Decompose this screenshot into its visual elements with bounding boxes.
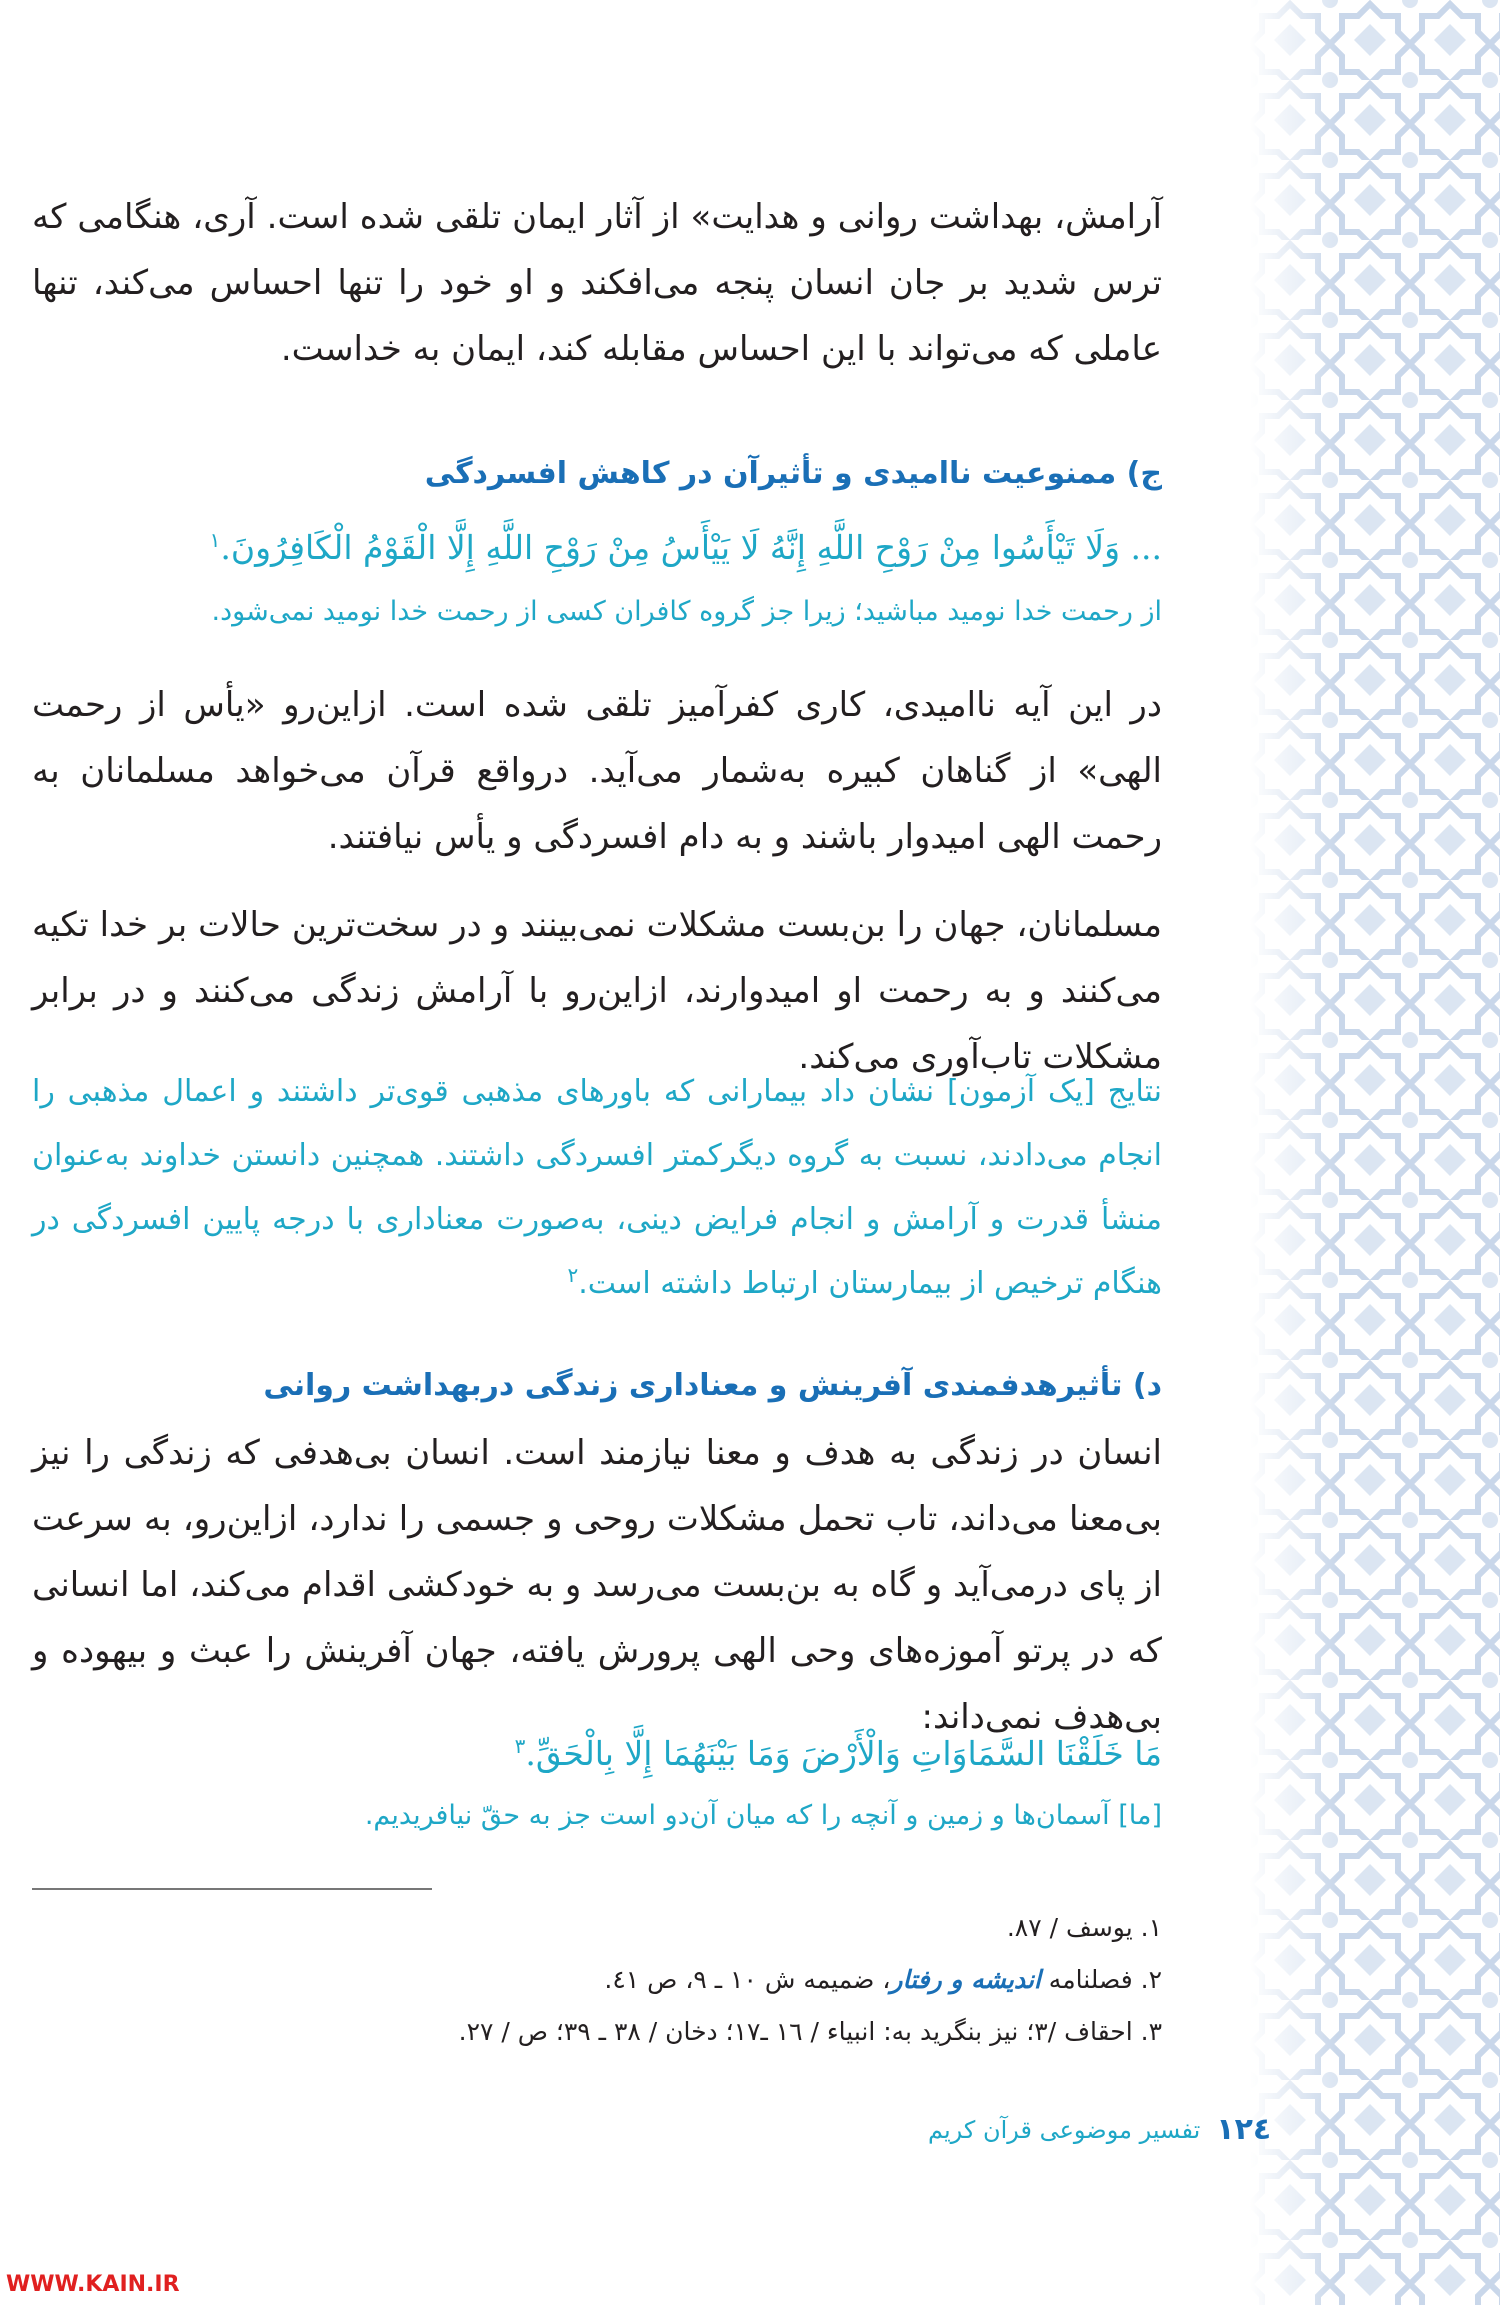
footnote-1: ١. یوسف / ٨٧. <box>1006 1913 1162 1942</box>
paragraph-faith-calm: آرامش، بهداشت روانی و هدایت» از آثار ایمان تلقی شده است. آری، هنگامی که ترس شدید بر جان انسان پنجه می‌افکند و او خود را تنها احساس می‌کند، تنها عاملی که می‌تواند با این احساس مقابله کند، ایمان به خداست. <box>32 197 1162 369</box>
page-number: ١٢٤ <box>1216 2112 1272 2147</box>
research-quote-block <box>32 1060 1162 1316</box>
footnote-2-journal-title: اندیشه و رفتار <box>890 1965 1041 1994</box>
footnote-ref-3: ٣ <box>514 1734 526 1758</box>
section-heading-hopelessness: ج) ممنوعیت ناامیدی و تأثیرآن در کاهش افسردگی <box>424 456 1162 491</box>
section-heading-purpose: د) تأثیرهدفمندی آفرینش و معناداری زندگی دربهداشت روانی <box>263 1368 1162 1403</box>
paragraph-meaning-of-life: انسان در زندگی به هدف و معنا نیازمند است. انسان بی‌هدفی که زندگی را نیز بی‌معنا می‌داند، تاب تحمل مشکلات روحی و جسمی را ندارد، ازاین‌رو، به سرعت از پای درمی‌آید و گاه به بن‌بست می‌رسد و به خودکشی اقدام می‌کند، اما انسانی که در پرتو آموزه‌های وحی الهی پرورش یافته، جهان آفرینش را عبث و بیهوده و بی‌هدف نمی‌داند: <box>32 1433 1162 1737</box>
verse-text: ... وَلَا تَيْأَسُوا مِنْ رَوْحِ اللَّهِ إِنَّهُ لَا يَيْأَسُ مِنْ رَوْحِ اللَّهِ إِلَّا الْقَوْمُ الْكَافِرُونَ. <box>220 528 1162 567</box>
footnote-2-prefix: ٢. فصلنامه <box>1040 1965 1162 1994</box>
footnote-divider <box>32 1888 432 1890</box>
paragraph-muslims-resilience: مسلمانان، جهان را بن‌بست مشکلات نمی‌بینند و در سخت‌ترین حالات بر خدا تکیه می‌کنند و به رحمت او امیدوارند، ازاین‌رو با آرامش زندگی می‌کنند و در برابر مشکلات تاب‌آوری می‌کند. <box>32 905 1162 1077</box>
footnote-2 <box>32 1960 1162 2000</box>
verse-translation-ahqaf: [ما] آسمان‌ها و زمین و آنچه را که میان آن‌دو است جز به حقّ نیافریدیم. <box>364 1800 1162 1831</box>
quran-verse-ahqaf <box>32 1728 1162 1780</box>
footnote-2-suffix: ، ضمیمه ش ١٠ ـ ٩، ص ٤١. <box>604 1965 891 1994</box>
verse-translation-yusuf: از رحمت خدا نومید مباشید؛ زیرا جز گروه کافران کسی از رحمت خدا نومید نمی‌شود. <box>211 596 1162 627</box>
footnote-ref-2: ٢ <box>567 1263 579 1287</box>
quran-verse-yusuf <box>32 522 1162 574</box>
footnote-ref-1: ١ <box>209 528 221 552</box>
verse-text: مَا خَلَقْنَا السَّمَاوَاتِ وَالْأَرْضَ وَمَا بَيْنَهُمَا إِلَّا بِالْحَقِّ. <box>525 1734 1162 1773</box>
quote-text: نتایج [یک آزمون] نشان داد بیمارانی که باورهای مذهبی قوی‌تر داشتند و اعمال مذهبی را انجام می‌دادند، نسبت به گروه دیگرکمتر افسردگی داشتند. همچنین دانستن خداوند به‌عنوان منشأ قدرت و آرامش و انجام فرایض دینی، به‌صورت معناداری با درجه پایین افسردگی در هنگام ترخیص از بیمارستان ارتباط داشته است. <box>32 1074 1162 1301</box>
geometric-pattern-icon <box>1250 0 1500 2305</box>
page-footer <box>928 2112 1271 2147</box>
decorative-border-pattern <box>1250 0 1500 2305</box>
footnote-3: ٣. احقاف /٣؛ نیز بنگرید به: انبیاء / ١٦ ـ١٧؛ دخان / ٣٨ ـ ٣٩؛ ص / ٢٧. <box>458 2017 1162 2046</box>
paragraph-despair: در این آیه ناامیدی، کاری کفرآمیز تلقی شده است. ازاین‌رو «یأس از رحمت الهی» از گناهان کبیره به‌شمار می‌آید. درواقع قرآن می‌خواهد مسلمانان به رحمت الهی امیدوار باشند و به دام افسردگی و یأس نیافتند. <box>32 685 1162 857</box>
website-watermark: WWW.KAIN.IR <box>6 2272 180 2297</box>
book-title: تفسیر موضوعی قرآن کریم <box>928 2115 1201 2144</box>
